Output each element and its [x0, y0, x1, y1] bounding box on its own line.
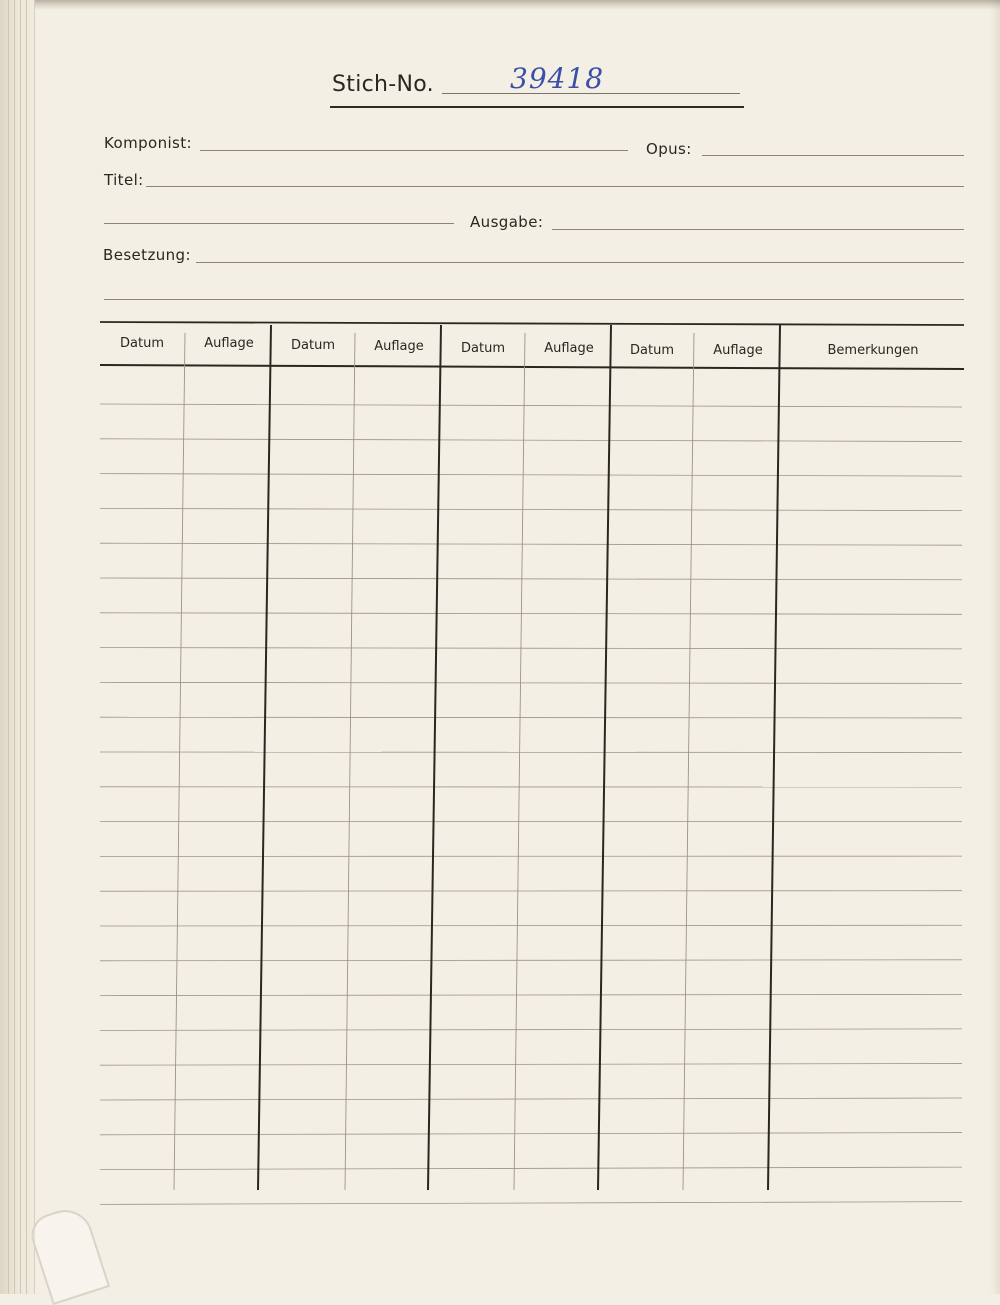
table-row-line — [100, 960, 962, 961]
table-row-line — [100, 1167, 962, 1170]
table-row-line — [100, 1098, 962, 1100]
table-top-rule — [100, 322, 964, 325]
table-row-line — [100, 925, 962, 926]
table-row-line — [100, 891, 962, 892]
table-row-line — [100, 1063, 962, 1065]
column-header-auflage: Auflage — [678, 343, 798, 358]
table-row-line — [100, 474, 962, 477]
stich-no-label: Stich-No. — [332, 72, 434, 97]
table-column-divider — [174, 333, 185, 1190]
table-row-line — [100, 717, 962, 718]
column-header-auflage: Auflage — [509, 341, 629, 356]
table-row-line — [100, 404, 962, 407]
table-row-line — [100, 682, 962, 683]
table-column-divider — [683, 333, 694, 1190]
table-row-line — [100, 1133, 962, 1135]
table-row-line — [100, 578, 962, 580]
table-column-divider-heavy — [768, 325, 780, 1190]
column-header-datum: Datum — [82, 336, 202, 351]
stich-no-value: 39418 — [510, 62, 604, 95]
table-column-divider — [514, 333, 525, 1190]
table-column-divider-heavy — [428, 325, 441, 1190]
table-column-divider-heavy — [598, 325, 611, 1190]
table-row-line — [100, 543, 962, 545]
column-header-datum: Datum — [253, 338, 373, 353]
table-header-rule — [100, 365, 964, 369]
opus-label: Opus: — [646, 140, 692, 158]
table-column-divider-heavy — [258, 325, 271, 1190]
column-header-auflage: Auflage — [169, 336, 289, 351]
titel-label: Titel: — [104, 171, 144, 189]
komponist-label: Komponist: — [104, 134, 192, 152]
table-row-line — [100, 994, 962, 995]
table-row-line — [100, 752, 962, 753]
table-row-line — [100, 1202, 962, 1205]
table-row-line — [100, 508, 962, 510]
column-header-bemerkungen: Bemerkungen — [813, 343, 933, 358]
table-row-line — [100, 613, 962, 615]
table-column-lines — [174, 325, 780, 1190]
column-header-auflage: Auflage — [339, 339, 459, 354]
table-row-line — [100, 439, 962, 442]
column-header-datum: Datum — [592, 343, 712, 358]
table-row-line — [100, 648, 962, 649]
besetzung-label: Besetzung: — [103, 246, 191, 264]
table-column-divider — [345, 333, 355, 1190]
column-header-datum: Datum — [423, 341, 543, 356]
table-row-lines — [100, 404, 962, 1204]
ausgabe-label: Ausgabe: — [470, 213, 543, 231]
table-row-line — [100, 1029, 962, 1031]
